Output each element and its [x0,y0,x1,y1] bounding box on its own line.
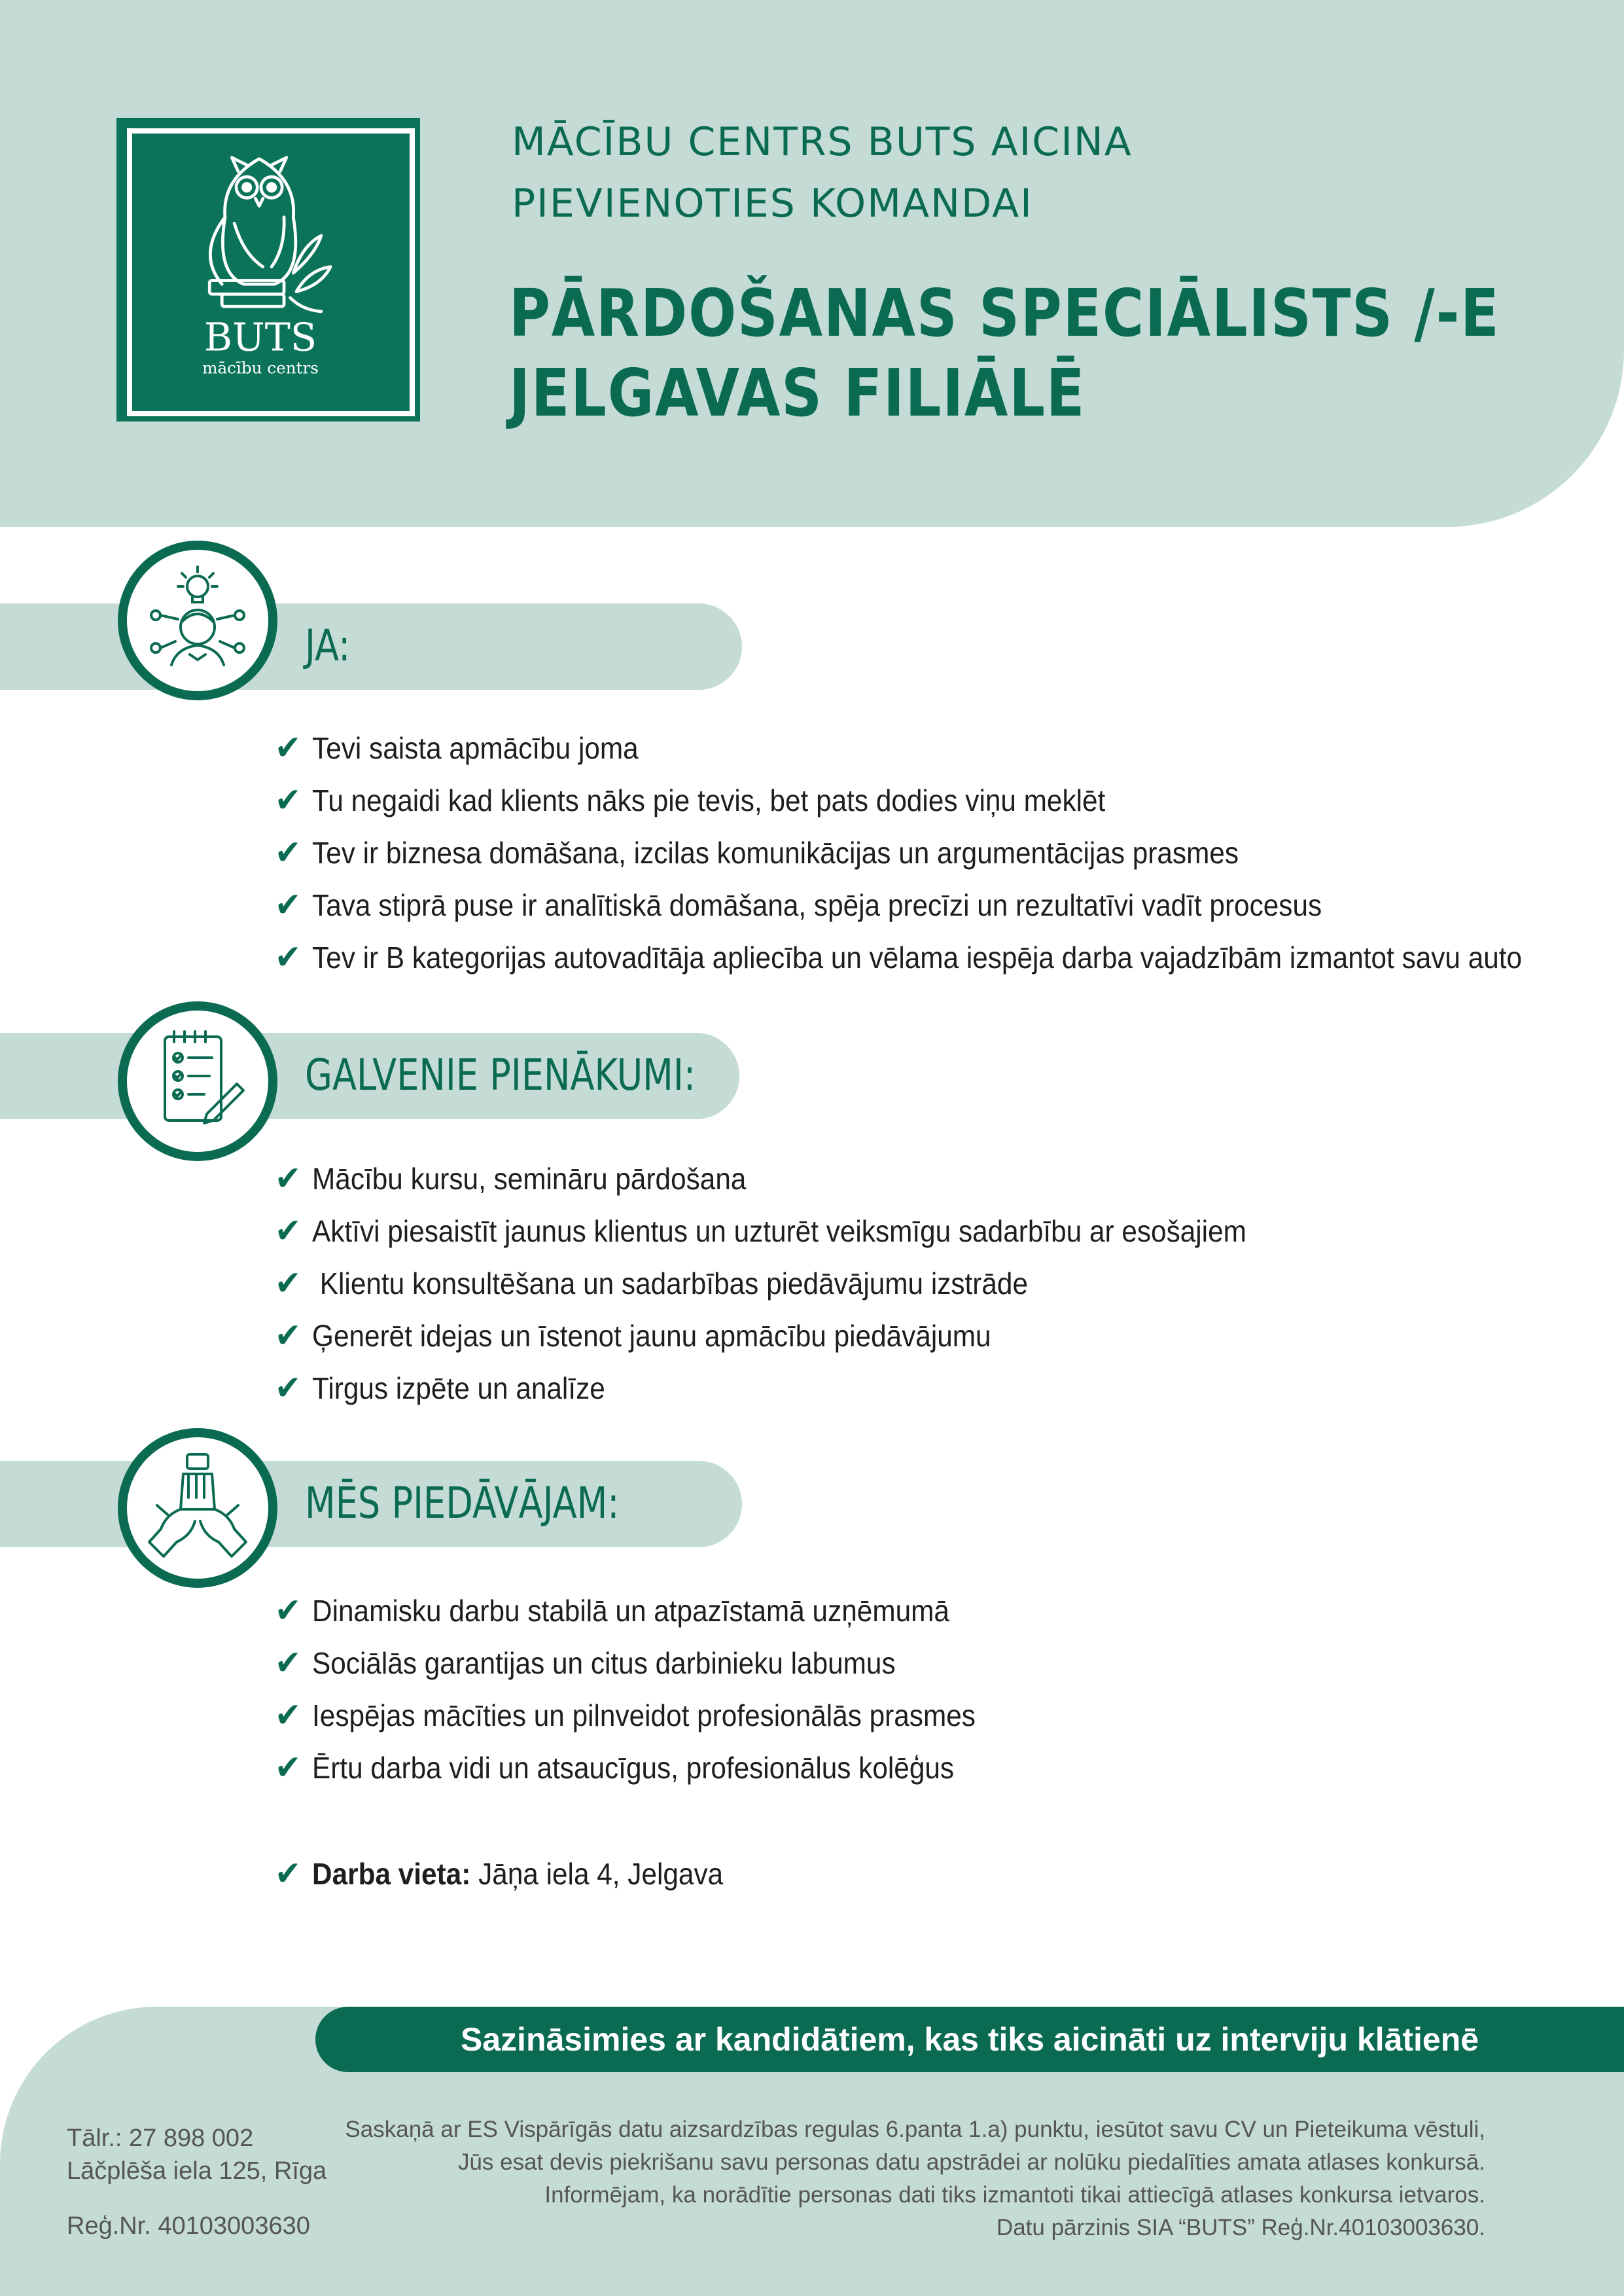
list-item [275,1261,1028,1306]
list-item [275,882,1322,928]
checkmark-icon: ✔ [275,1211,302,1251]
list-item-text: Aktīvi piesaistīt jaunus klientus un uzturēt veiksmīgu sadarbību ar esošajiem [312,1214,1246,1248]
checkmark-icon: ✔ [275,938,302,977]
checkmark-icon: ✔ [275,1696,302,1735]
list-item-text: Tava stiprā puse ir analītiskā domāšana, spēja precīzi un rezultatīvi vadīt procesus [312,888,1322,922]
owl-icon [116,118,404,406]
list-item-text: Dinamisku darbu stabilā un atpazīstamā uzņēmumā [312,1594,949,1628]
job-title-line2: JELGAVAS FILIĀLĒ [509,355,1086,431]
contact-address: Lāčplēša iela 125, Rīga [67,2157,327,2185]
gdpr-line: Datu pārzinis SIA “BUTS” Reģ.Nr.40103003630. [996,2215,1485,2240]
checkmark-icon: ✔ [275,1643,302,1683]
checkmark-icon: ✔ [275,728,302,768]
workplace-label: Darba vieta: [312,1857,471,1891]
header-subtitle-line1: MĀCĪBU CENTRS BUTS AICINA [512,119,1133,165]
checkmark-icon: ✔ [275,1316,302,1355]
logo-brand-text: BUTS [203,314,317,360]
list-item-text: Klientu konsultēšana un sadarbības piedāvājumu izstrāde [312,1266,1029,1300]
lightbulb-person-icon [118,541,277,700]
list-item-text: Tu negaidi kad klients nāks pie tevis, bet pats dodies viņu meklēt [312,783,1106,817]
list-item-text: Iespējas mācīties un pilnveidot profesionālās prasmes [312,1698,976,1732]
list-item-text: Tirgus izpēte un analīze [312,1371,605,1405]
list-item-text: Tevi saista apmācību joma [312,731,639,765]
checkmark-icon: ✔ [275,1854,302,1893]
list-item-text: Tev ir biznesa domāšana, izcilas komunikācijas un argumentācijas prasmes [312,836,1239,870]
checkmark-icon: ✔ [275,1369,302,1408]
list-item [275,1693,976,1738]
list-item [275,1588,949,1634]
list-item-text: Ģenerēt idejas un īstenot jaunu apmācību piedāvājumu [312,1319,991,1353]
cta-bar [315,2007,1624,2072]
list-item [275,935,1522,980]
list-item [275,1156,746,1202]
list-item-text: Tev ir B kategorijas autovadītāja apliecība un vēlama iespēja darba vajadzībām izmantot savu auto [312,941,1523,975]
registration-number: Reģ.Nr. 40103003630 [67,2212,310,2240]
list-item [275,725,639,771]
checkmark-icon: ✔ [275,1264,302,1303]
cta-text: Sazināsimies ar kandidātiem, kas tiks aicināti uz interviju klātienē [460,2021,1479,2058]
list-item [275,1745,954,1791]
team-hands-icon [118,1428,277,1588]
workplace-address: Jāņa iela 4, Jelgava [470,1857,724,1891]
checkmark-icon: ✔ [275,1159,302,1198]
list-item-text: Mācību kursu, semināru pārdošana [312,1162,747,1196]
workplace-line [275,1851,723,1897]
contact-phone: Tālr.: 27 898 002 [67,2125,254,2152]
gdpr-line: Saskaņā ar ES Vispārīgās datu aizsardzības regulas 6.panta 1.a) punktu, iesūtot savu CV un Pieteikuma vēstuli, [345,2117,1485,2142]
section-title-offer: MĒS PIEDĀVĀJAM: [305,1478,620,1528]
checklist-notepad-icon [118,1001,277,1161]
section-title-duties: GALVENIE PIENĀKUMI: [305,1050,696,1100]
gdpr-line: Jūs esat devis piekrišanu savu personas datu apstrādei ar nolūku piedalīties amata atlases konkursā. [457,2149,1485,2175]
list-item-text: Sociālās garantijas un citus darbinieku labumus [312,1646,896,1680]
list-item [275,778,1105,823]
checkmark-icon: ✔ [275,833,302,872]
list-item [275,830,1239,876]
list-item [275,1640,896,1686]
list-item [275,1313,991,1359]
buts-logo [116,118,420,422]
job-title-line1: PĀRDOŠANAS SPECIĀLISTS /-E [509,275,1500,351]
list-item [275,1365,605,1411]
logo-tagline-text: mācību centrs [202,358,319,378]
checkmark-icon: ✔ [275,1591,302,1630]
section-bar-ja [0,603,742,690]
checkmark-icon: ✔ [275,1748,302,1787]
list-item [275,1208,1246,1254]
checkmark-icon: ✔ [275,886,302,925]
checkmark-icon: ✔ [275,781,302,820]
list-item-text: Ērtu darba vidi un atsaucīgus, profesionālus kolēģus [312,1751,955,1785]
section-title-ja: JA: [305,620,351,671]
header-subtitle-line2: PIEVIENOTIES KOMANDAI [512,181,1033,226]
gdpr-line: Informējam, ka norādītie personas dati tiks izmantoti tikai attiecīgā atlases konkursa ietvaros. [544,2182,1485,2208]
